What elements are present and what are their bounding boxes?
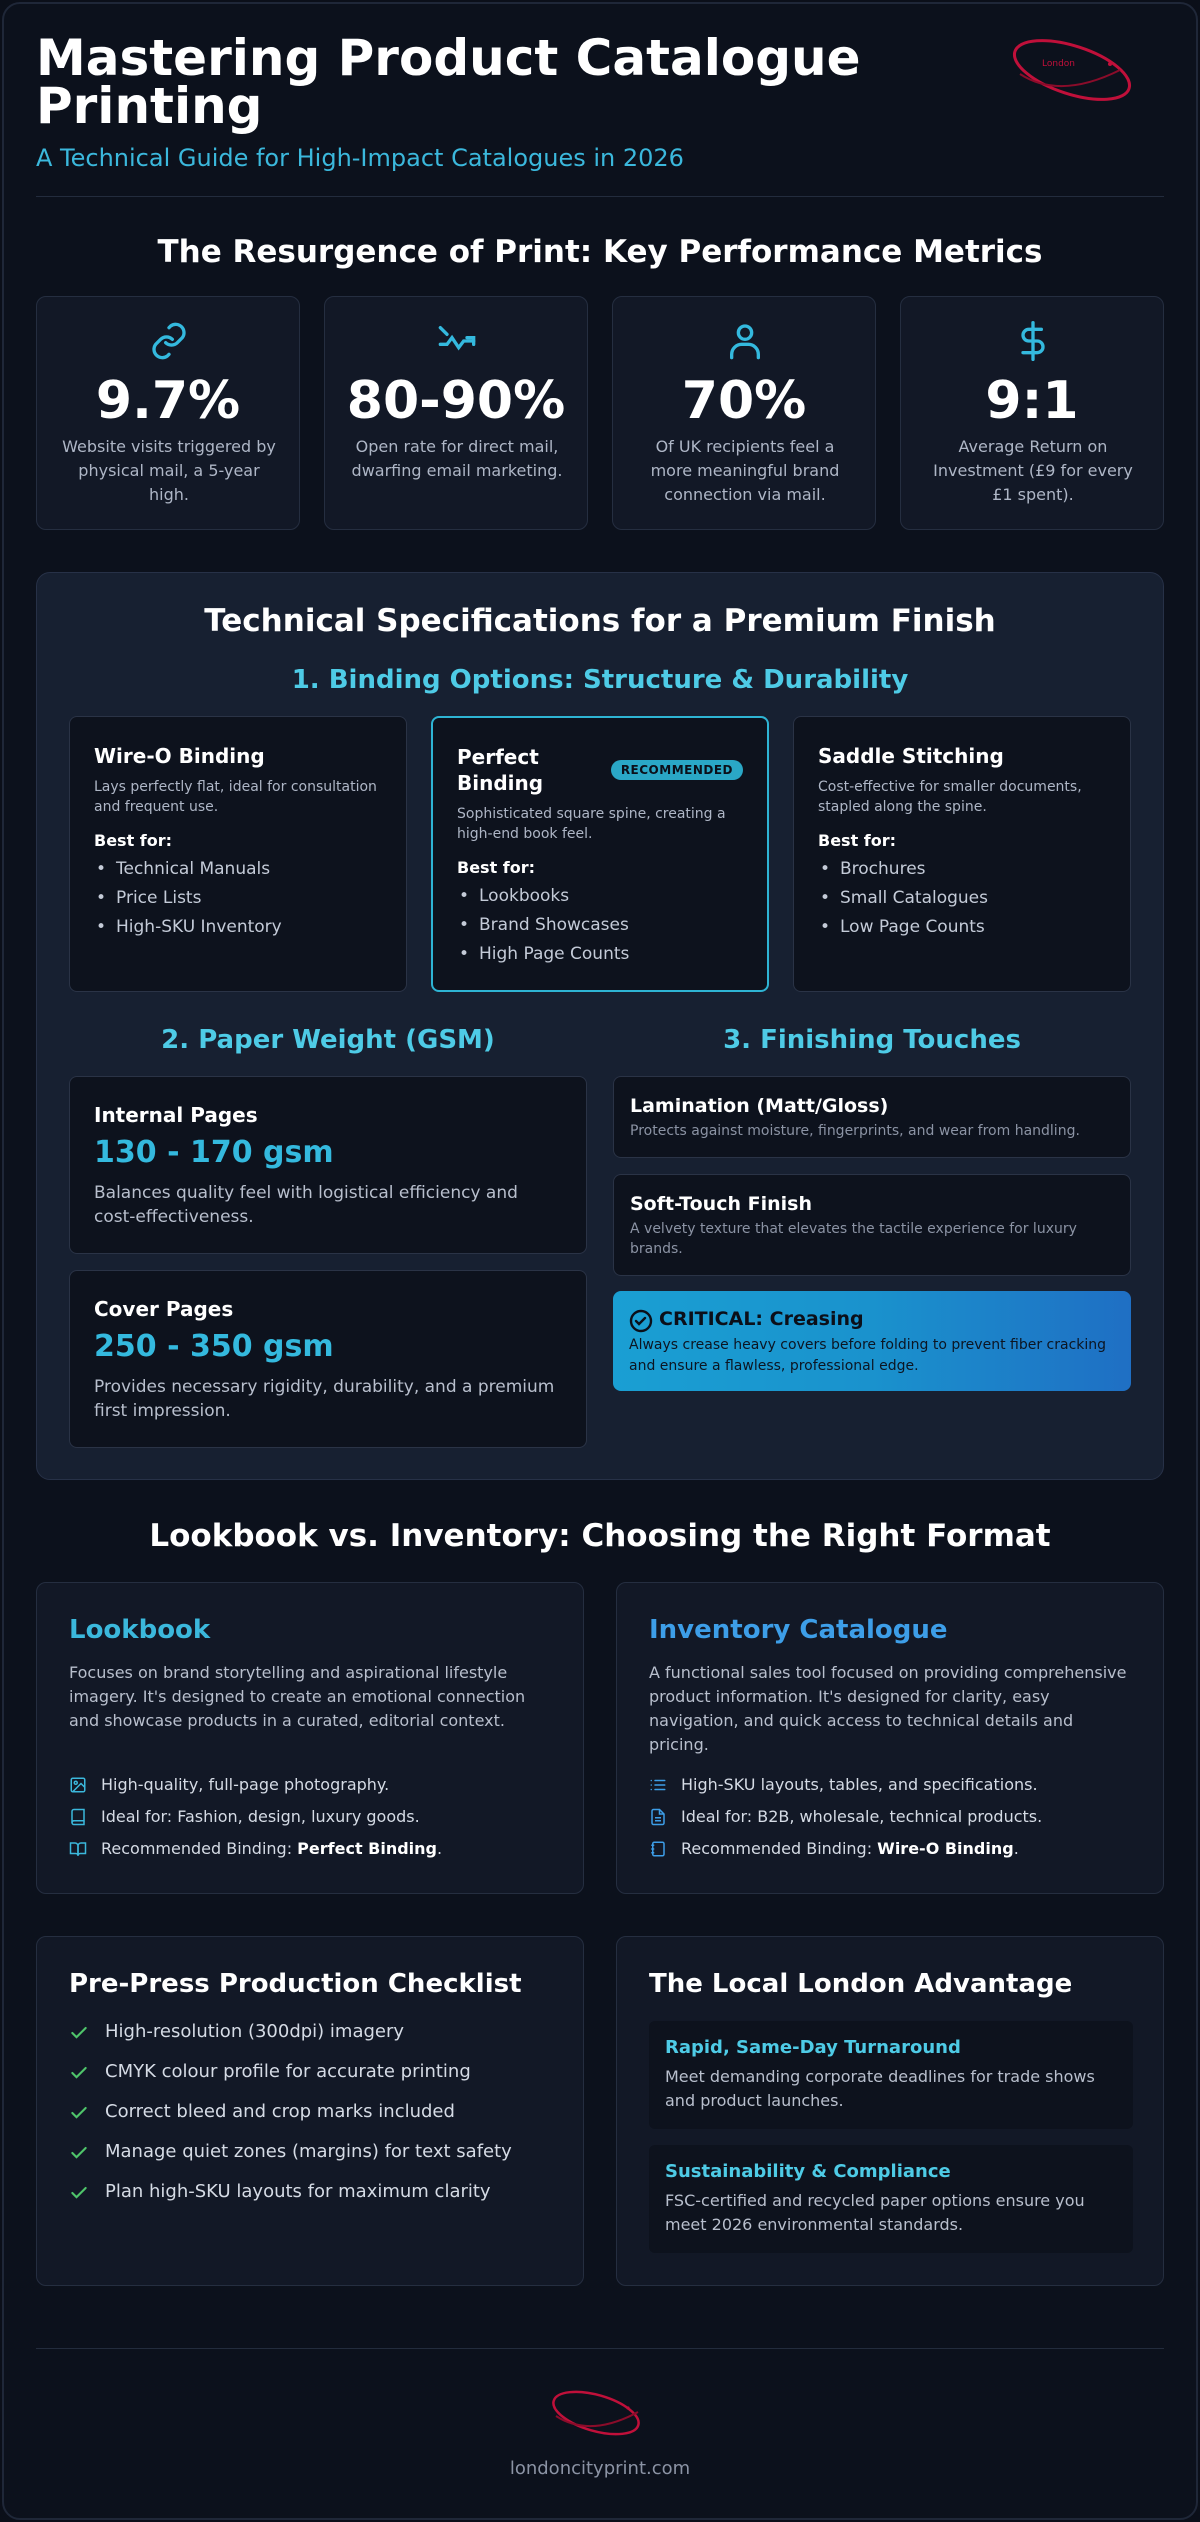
list-item: • Brand Showcases — [457, 911, 629, 940]
user-icon — [725, 321, 765, 361]
compare-heading: Lookbook vs. Inventory: Choosing the Right Format — [149, 1518, 1051, 1554]
advantage-item — [649, 2145, 1133, 2253]
binding-card-saddle — [793, 716, 1131, 992]
metric-desc: Of UK recipients feel a more meaningful brand connection via mail. — [650, 437, 840, 504]
lookbook-feature — [69, 1839, 559, 1871]
check-icon — [69, 2143, 89, 2163]
finish-card-lamination — [613, 1076, 1131, 1158]
best-for-label: Best for: — [457, 858, 536, 877]
binding-name: Wire-O Binding — [94, 744, 265, 768]
metric-desc: Average Return on Investment (£9 for every £1 spent). — [933, 437, 1133, 504]
check-icon — [69, 2183, 89, 2203]
metric-desc: Open rate for direct mail, dwarfing email marketing. — [351, 437, 563, 480]
list-item: • Price Lists — [94, 884, 282, 913]
binding-rec-prefix: Recommended Binding: — [681, 1839, 878, 1858]
finish-desc: Protects against moisture, fingerprints, and wear from handling. — [630, 1123, 1080, 1139]
check-icon — [69, 2063, 89, 2083]
metric-desc: Website visits triggered by physical mail, a 5-year high. — [62, 437, 276, 504]
page-title: Mastering Product Catalogue Printing — [36, 29, 861, 135]
metric-card — [36, 296, 300, 530]
header-divider — [36, 196, 1164, 197]
advantage-desc: FSC-certified and recycled paper options ensure you meet 2026 environmental standards. — [665, 2191, 1085, 2234]
paper-value: 250 - 350 gsm — [94, 1329, 334, 1364]
footer-url[interactable]: londoncityprint.com — [509, 2458, 691, 2479]
checklist-item — [69, 2101, 549, 2122]
checklist-item — [69, 2141, 549, 2162]
list-item: • Lookbooks — [457, 882, 629, 911]
metric-card — [900, 296, 1164, 530]
binding-rec-suffix: . — [1013, 1839, 1019, 1858]
advantage-name: Rapid, Same-Day Turnaround — [665, 2037, 961, 2058]
binder-icon — [649, 1840, 667, 1858]
lookbook-card — [36, 1582, 584, 1894]
binding-heading: 1. Binding Options: Structure & Durability — [291, 665, 909, 695]
binding-rec-prefix: Recommended Binding: — [101, 1839, 298, 1858]
checklist-title: Pre-Press Production Checklist — [69, 1969, 522, 1999]
best-for-list — [818, 855, 988, 942]
recommended-badge: RECOMMENDED — [611, 760, 743, 780]
specs-heading: Technical Specifications for a Premium Finish — [204, 603, 996, 639]
book-icon — [69, 1808, 87, 1826]
metric-card — [612, 296, 876, 530]
feature-text: Ideal for: B2B, wholesale, technical products. — [681, 1807, 1043, 1826]
paper-card-internal — [69, 1076, 587, 1254]
paper-name: Cover Pages — [94, 1297, 234, 1321]
advantage-desc: Meet demanding corporate deadlines for trade shows and product launches. — [665, 2067, 1095, 2110]
advantage-item — [649, 2021, 1133, 2129]
feature-text: Ideal for: Fashion, design, luxury goods. — [101, 1807, 420, 1826]
checklist-text: Manage quiet zones (margins) for text safety — [105, 2141, 512, 2162]
list-item: • Brochures — [818, 855, 988, 884]
dollar-icon — [1013, 321, 1053, 361]
binding-name: Saddle Stitching — [818, 744, 1004, 768]
finish-heading: 3. Finishing Touches — [723, 1025, 1021, 1055]
binding-desc: Sophisticated square spine, creating a high-end book feel. — [457, 806, 726, 842]
checklist-text: High-resolution (300dpi) imagery — [105, 2021, 405, 2042]
binding-rec-suffix: . — [437, 1839, 443, 1858]
lookbook-feature — [69, 1807, 559, 1839]
critical-title: CRITICAL: Creasing — [659, 1308, 864, 1330]
finish-name: Lamination (Matt/Gloss) — [630, 1095, 889, 1117]
binding-rec-value: Perfect Binding — [297, 1839, 438, 1858]
best-for-list — [94, 855, 282, 942]
checklist-text: CMYK colour profile for accurate printing — [105, 2061, 471, 2082]
paper-value: 130 - 170 gsm — [94, 1135, 334, 1170]
checklist-item — [69, 2061, 549, 2082]
lookbook-title: Lookbook — [69, 1615, 211, 1645]
binding-name: Perfect Binding — [457, 745, 544, 795]
check-icon — [69, 2103, 89, 2123]
specs-panel — [36, 572, 1164, 1480]
footer-divider — [36, 2348, 1164, 2349]
paper-heading: 2. Paper Weight (GSM) — [161, 1025, 495, 1055]
checklist-card — [36, 1936, 584, 2286]
check-circle-icon — [629, 1309, 653, 1333]
binding-card-wire-o — [69, 716, 407, 992]
binding-rec-value: Wire-O Binding — [877, 1839, 1014, 1858]
metric-value: 9.7% — [95, 371, 241, 431]
lookbook-feature — [69, 1775, 559, 1807]
metrics-heading: The Resurgence of Print: Key Performance Metrics — [157, 234, 1043, 270]
inventory-desc: A functional sales tool focused on providing comprehensive product information. It's designed for clarity, easy navigation, and quick access to technical details and pricing. — [649, 1663, 1127, 1754]
best-for-label: Best for: — [818, 831, 897, 850]
inventory-feature — [649, 1807, 1139, 1839]
finish-card-soft-touch — [613, 1174, 1131, 1276]
list-item: • Small Catalogues — [818, 884, 988, 913]
lookbook-desc: Focuses on brand storytelling and aspirational lifestyle imagery. It's designed to create an emotional connection and showcase products in a curated, editorial context. — [69, 1663, 526, 1730]
open-book-icon — [69, 1840, 87, 1858]
critical-callout — [613, 1291, 1131, 1391]
paper-desc: Balances quality feel with logistical efficiency and cost-effectiveness. — [94, 1183, 518, 1227]
checklist-item — [69, 2021, 549, 2042]
list-item: • High Page Counts — [457, 940, 629, 969]
binding-desc: Lays perfectly flat, ideal for consultation and frequent use. — [94, 779, 377, 815]
checklist-text: Plan high-SKU layouts for maximum clarity — [105, 2181, 491, 2202]
trend-icon — [437, 321, 477, 361]
critical-desc: Always crease heavy covers before folding to prevent fiber cracking and ensure a flawless, professional edge. — [629, 1337, 1107, 1374]
metric-card — [324, 296, 588, 530]
advantage-card — [616, 1936, 1164, 2286]
feature-text: High-quality, full-page photography. — [101, 1775, 390, 1794]
checklist-item — [69, 2181, 549, 2202]
image-icon — [69, 1776, 87, 1794]
logo-text: London — [1042, 59, 1075, 69]
list-icon — [649, 1776, 667, 1794]
finish-name: Soft-Touch Finish — [630, 1193, 812, 1215]
metric-value: 70% — [681, 371, 807, 431]
finish-desc: A velvety texture that elevates the tactile experience for luxury brands. — [630, 1221, 1077, 1257]
link-icon — [149, 321, 189, 361]
metric-value: 80-90% — [346, 371, 566, 431]
check-icon — [69, 2023, 89, 2043]
best-for-label: Best for: — [94, 831, 173, 850]
advantage-title: The Local London Advantage — [649, 1969, 1073, 1999]
list-item: • Technical Manuals — [94, 855, 282, 884]
binding-desc: Cost-effective for smaller documents, stapled along the spine. — [818, 779, 1082, 815]
paper-name: Internal Pages — [94, 1103, 258, 1127]
paper-card-cover — [69, 1270, 587, 1448]
checklist-text: Correct bleed and crop marks included — [105, 2101, 455, 2122]
advantage-name: Sustainability & Compliance — [665, 2161, 951, 2182]
brand-logo[interactable] — [1000, 30, 1150, 110]
inventory-title: Inventory Catalogue — [649, 1615, 948, 1645]
document-icon — [649, 1808, 667, 1826]
page-subtitle: A Technical Guide for High-Impact Catalogues in 2026 — [36, 144, 684, 172]
metric-value: 9:1 — [985, 371, 1079, 431]
binding-card-perfect — [431, 716, 769, 992]
inventory-feature — [649, 1839, 1139, 1871]
list-item: • High-SKU Inventory — [94, 913, 282, 942]
list-item: • Low Page Counts — [818, 913, 988, 942]
header — [36, 29, 1164, 172]
paper-desc: Provides necessary rigidity, durability, and a premium first impression. — [94, 1377, 555, 1421]
inventory-card — [616, 1582, 1164, 1894]
footer-logo[interactable] — [540, 2380, 660, 2446]
inventory-feature — [649, 1775, 1139, 1807]
feature-text: High-SKU layouts, tables, and specifications. — [681, 1775, 1038, 1794]
best-for-list — [457, 882, 629, 969]
